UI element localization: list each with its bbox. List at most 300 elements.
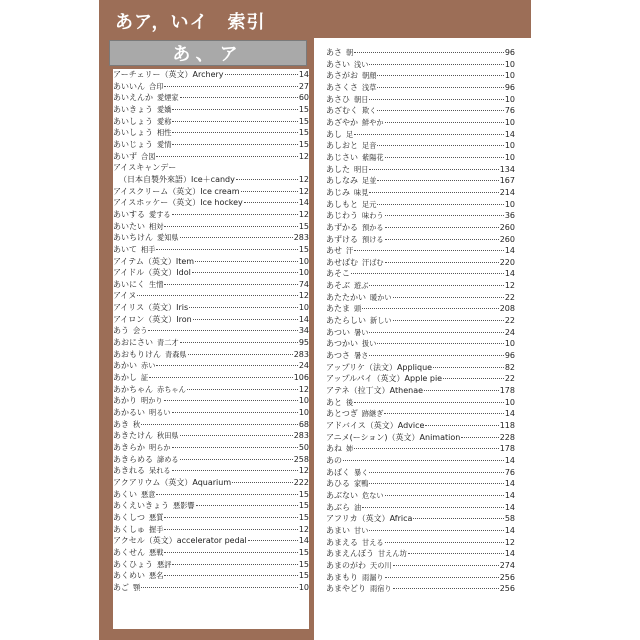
index-entry xyxy=(113,559,309,571)
entry-term: アップルパイ（英文）Apple pie xyxy=(326,374,443,384)
entry-term: あざむく xyxy=(326,106,358,116)
entry-term: あさひ xyxy=(326,94,350,104)
entry-gloss: 新しい xyxy=(370,316,392,326)
index-entry xyxy=(113,430,309,442)
entry-page-number: 14 xyxy=(298,198,309,208)
index-entry xyxy=(113,489,309,501)
entry-page-number: 260 xyxy=(499,234,515,244)
entry-page-number: 76 xyxy=(504,467,515,477)
entry-page-number: 258 xyxy=(293,454,309,464)
entry-page-number: 10 xyxy=(504,152,515,162)
dot-leader xyxy=(156,156,297,157)
entry-term: あまのがわ xyxy=(326,560,366,570)
entry-page-number: 12 xyxy=(298,209,309,219)
entry-page-number: 15 xyxy=(298,221,309,231)
index-entry xyxy=(326,548,515,560)
entry-term: （日本自製外來語）Ice＋candy xyxy=(119,174,235,184)
entry-gloss: 愛知県 xyxy=(157,233,179,243)
entry-page-number: 10 xyxy=(298,396,309,406)
entry-gloss: 愛嬌 xyxy=(157,104,172,114)
entry-term: アップリケ（法文）Applique xyxy=(326,362,433,372)
entry-term: あくせん xyxy=(113,547,145,557)
index-entry xyxy=(113,407,309,419)
entry-page-number: 15 xyxy=(298,244,309,254)
entry-page-number: 24 xyxy=(504,327,515,337)
index-entry xyxy=(326,408,515,420)
index-entry xyxy=(113,325,309,337)
entry-gloss: 明日 xyxy=(354,164,369,174)
dot-leader xyxy=(164,86,297,87)
entry-page-number: 36 xyxy=(504,211,515,221)
entry-gloss: 悪意 xyxy=(141,489,156,499)
entry-term: あせ xyxy=(326,246,342,256)
page-title: あア，いイ 索引 xyxy=(115,12,266,33)
entry-page-number: 10 xyxy=(298,582,309,592)
entry-gloss: 暑い xyxy=(354,327,369,337)
index-entry xyxy=(326,432,515,444)
entry-gloss: 扱い xyxy=(362,339,377,349)
entry-term: あき xyxy=(113,419,129,429)
index-entry xyxy=(113,221,309,233)
entry-term: あしなみ xyxy=(326,176,358,186)
entry-page-number: 15 xyxy=(298,128,309,138)
entry-page-number: 106 xyxy=(293,373,309,383)
entry-term: あくえいきょう xyxy=(113,501,169,511)
index-entry xyxy=(113,314,309,326)
entry-gloss: 相性 xyxy=(157,128,172,138)
entry-page-number: 10 xyxy=(504,339,515,349)
dot-leader xyxy=(172,121,297,122)
entry-page-number: 10 xyxy=(504,59,515,69)
dot-leader xyxy=(385,577,499,578)
entry-page-number: 10 xyxy=(298,408,309,418)
index-entry xyxy=(113,139,309,151)
index-entry xyxy=(113,512,309,524)
index-entry xyxy=(326,443,515,455)
entry-gloss: 汗 xyxy=(346,246,354,256)
entry-gloss: 味見 xyxy=(354,187,369,197)
dot-leader xyxy=(433,367,504,368)
index-entry xyxy=(326,129,515,141)
entry-page-number: 14 xyxy=(504,246,515,256)
entry-page-number: 14 xyxy=(504,409,515,419)
entry-page-number: 228 xyxy=(499,432,515,442)
entry-term: あくしゅ xyxy=(113,524,145,534)
entry-gloss: 預かる xyxy=(362,222,384,232)
dot-leader xyxy=(369,530,503,531)
entry-gloss: 暖かい xyxy=(370,292,392,302)
entry-term: あずける xyxy=(326,234,358,244)
entry-page-number: 12 xyxy=(298,524,309,534)
entry-term: あせばむ xyxy=(326,257,358,267)
index-entry xyxy=(326,525,515,537)
index-entry xyxy=(113,209,309,221)
dot-leader xyxy=(192,272,298,273)
index-entry xyxy=(326,70,515,82)
entry-term: アイスキャンデー xyxy=(113,163,177,173)
entry-page-number: 12 xyxy=(298,466,309,476)
entry-term: あまやどり xyxy=(326,584,366,594)
entry-gloss: 愛する xyxy=(149,209,171,219)
entry-term: あしもと xyxy=(326,199,358,209)
dot-leader xyxy=(164,552,297,553)
dot-leader xyxy=(413,518,503,519)
entry-page-number: 15 xyxy=(298,559,309,569)
entry-term: あまもり xyxy=(326,572,358,582)
entry-page-number: 134 xyxy=(499,164,515,174)
dot-leader xyxy=(393,320,504,321)
entry-term: あご xyxy=(113,582,129,592)
entry-term: あかり xyxy=(113,396,137,406)
dot-leader xyxy=(385,157,504,158)
entry-term: あし xyxy=(326,129,342,139)
entry-term: あくめい xyxy=(113,571,145,581)
entry-term: あじわう xyxy=(326,211,358,221)
entry-page-number: 260 xyxy=(499,222,515,232)
dot-leader xyxy=(232,482,293,483)
index-entry xyxy=(326,257,515,269)
index-entry xyxy=(326,537,515,549)
entry-gloss: 雨漏り xyxy=(362,572,384,582)
index-entry xyxy=(113,395,309,407)
index-entry xyxy=(326,350,515,362)
entry-term: あいいん xyxy=(113,81,145,91)
entry-page-number: 14 xyxy=(298,314,309,324)
dot-leader xyxy=(180,97,298,98)
entry-gloss: 浅い xyxy=(354,59,369,69)
entry-gloss: 悪影響 xyxy=(173,501,195,511)
entry-page-number: 15 xyxy=(298,104,309,114)
index-entry xyxy=(113,104,309,116)
dot-leader xyxy=(180,459,293,460)
entry-term: アイロン（英文）Iron xyxy=(113,314,192,324)
index-entry xyxy=(326,385,515,397)
entry-gloss: 愛情 xyxy=(157,139,172,149)
entry-gloss: 生憎 xyxy=(149,279,164,289)
index-entry xyxy=(326,478,515,490)
entry-page-number: 74 xyxy=(298,279,309,289)
entry-term: アクアリウム（英文）Aquarium xyxy=(113,477,232,487)
entry-gloss: 朝 xyxy=(346,48,354,57)
dot-leader xyxy=(187,389,298,390)
entry-gloss: 足 xyxy=(346,129,354,139)
entry-gloss: 浅草 xyxy=(362,82,377,92)
section-heading: あ、ア xyxy=(172,44,244,65)
entry-gloss: 鮮やか xyxy=(362,117,384,127)
entry-page-number: 82 xyxy=(504,362,515,372)
entry-page-number: 283 xyxy=(293,431,309,441)
entry-page-number: 15 xyxy=(298,139,309,149)
entry-gloss: 相手 xyxy=(141,244,156,254)
entry-gloss: 青二才 xyxy=(157,338,179,348)
entry-term: あまえんぼう xyxy=(326,549,374,559)
entry-term: あまえる xyxy=(326,537,358,547)
index-entry xyxy=(113,547,309,559)
entry-gloss: 秋 xyxy=(133,419,141,429)
entry-gloss: 合印 xyxy=(149,81,164,91)
dot-leader xyxy=(236,179,298,180)
entry-gloss: 雨宿り xyxy=(370,584,392,594)
entry-gloss: 天の川 xyxy=(370,560,392,570)
entry-gloss: 預ける xyxy=(362,234,384,244)
index-entry xyxy=(326,455,515,467)
index-entry xyxy=(326,280,515,292)
entry-page-number: 15 xyxy=(298,489,309,499)
entry-term: あいしょう xyxy=(113,116,153,126)
entry-page-number: 12 xyxy=(504,281,515,291)
index-entry xyxy=(113,92,309,104)
dot-leader xyxy=(443,378,504,379)
entry-page-number: 10 xyxy=(298,268,309,278)
entry-gloss: 顎 xyxy=(133,582,141,592)
index-entry xyxy=(326,513,515,525)
dot-leader xyxy=(156,365,297,366)
index-entry xyxy=(326,373,515,385)
dot-leader xyxy=(180,342,298,343)
index-entry xyxy=(326,572,515,584)
entry-term: あした xyxy=(326,164,350,174)
dot-leader xyxy=(180,237,293,238)
entry-page-number: 15 xyxy=(298,501,309,511)
dot-leader xyxy=(385,227,499,228)
dot-leader xyxy=(354,134,504,135)
index-entry xyxy=(326,560,515,572)
dot-leader xyxy=(385,495,504,496)
index-column-left xyxy=(113,69,309,629)
entry-page-number: 60 xyxy=(298,93,309,103)
entry-term: あね xyxy=(326,444,342,454)
entry-gloss: 悪質 xyxy=(149,512,164,522)
entry-page-number: 10 xyxy=(298,303,309,313)
dot-leader xyxy=(354,52,504,53)
index-entry xyxy=(326,327,515,339)
entry-page-number: 256 xyxy=(499,572,515,582)
entry-gloss: 危ない xyxy=(362,490,384,500)
dot-leader xyxy=(248,540,298,541)
index-entry xyxy=(326,245,515,257)
entry-term: あずかる xyxy=(326,222,358,232)
entry-page-number: 10 xyxy=(504,199,515,209)
entry-term: あくひょう xyxy=(113,559,153,569)
entry-gloss: 相対 xyxy=(149,221,164,231)
dot-leader xyxy=(164,575,297,576)
entry-term: あしおと xyxy=(326,141,358,151)
index-entry xyxy=(326,420,515,432)
index-entry xyxy=(113,442,309,454)
entry-gloss: 悪戦 xyxy=(149,547,164,557)
index-entry xyxy=(326,59,515,71)
dot-leader xyxy=(351,273,504,274)
entry-page-number: 15 xyxy=(298,547,309,557)
index-entry xyxy=(326,187,515,199)
entry-term: あそぶ xyxy=(326,281,350,291)
index-entry xyxy=(326,362,515,374)
header-band xyxy=(99,0,531,38)
dot-leader xyxy=(424,390,499,391)
entry-term: あじみ xyxy=(326,187,350,197)
index-entry xyxy=(326,105,515,117)
dot-leader xyxy=(343,460,504,461)
entry-gloss: 姉 xyxy=(346,444,354,454)
index-entry xyxy=(326,303,515,315)
dot-leader xyxy=(188,354,293,355)
dot-leader xyxy=(141,587,298,588)
dot-leader xyxy=(354,250,504,251)
index-entry xyxy=(326,315,515,327)
index-entry xyxy=(326,292,515,304)
entry-gloss: 諦める xyxy=(157,454,179,464)
entry-page-number: 34 xyxy=(298,326,309,336)
entry-term: あたたかい xyxy=(326,292,366,302)
entry-term: あきらめる xyxy=(113,454,153,464)
index-entry xyxy=(326,199,515,211)
entry-page-number: 15 xyxy=(298,116,309,126)
entry-gloss: 油 xyxy=(354,502,362,512)
entry-term: あきらか xyxy=(113,443,145,452)
entry-page-number: 14 xyxy=(298,70,309,79)
entry-term: あつかい xyxy=(326,339,358,349)
entry-gloss: 赤い xyxy=(141,361,156,371)
dot-leader xyxy=(189,307,298,308)
entry-term: あじさい xyxy=(326,152,358,162)
dot-leader xyxy=(385,122,504,123)
dot-leader xyxy=(377,343,503,344)
index-entry xyxy=(326,338,515,350)
dot-leader xyxy=(369,64,503,65)
index-entry xyxy=(113,151,309,163)
entry-gloss: 暴く xyxy=(354,467,369,477)
dot-leader xyxy=(148,330,297,331)
entry-page-number: 22 xyxy=(504,316,515,326)
entry-page-number: 10 xyxy=(504,71,515,81)
index-entry xyxy=(326,94,515,106)
dot-leader xyxy=(137,295,298,296)
entry-gloss: 青森県 xyxy=(165,349,187,359)
entry-page-number: 12 xyxy=(298,151,309,161)
entry-term: アフリカ（英文）Africa xyxy=(326,514,413,524)
entry-term: あいしょう xyxy=(113,128,153,138)
entry-term: あたま xyxy=(326,304,350,314)
dot-leader xyxy=(196,505,298,506)
dot-leader xyxy=(156,249,297,250)
entry-page-number: 222 xyxy=(293,477,309,487)
entry-page-number: 12 xyxy=(504,537,515,547)
entry-page-number: 96 xyxy=(504,351,515,361)
entry-gloss: 足音 xyxy=(362,141,377,151)
dot-leader xyxy=(369,99,503,100)
index-entry xyxy=(113,372,309,384)
entry-gloss: 呆れる xyxy=(149,466,171,476)
index-entry xyxy=(113,337,309,349)
dot-leader xyxy=(385,542,504,543)
index-entry xyxy=(113,256,309,268)
index-entry xyxy=(326,490,515,502)
dot-leader xyxy=(180,435,293,436)
entry-page-number: 178 xyxy=(499,444,515,454)
entry-page-number: 283 xyxy=(293,233,309,243)
dot-leader xyxy=(193,319,298,320)
dot-leader xyxy=(377,204,503,205)
entry-term: あきたけん xyxy=(113,431,153,441)
entry-page-number: 256 xyxy=(499,584,515,594)
dot-leader xyxy=(225,74,298,75)
entry-page-number: 58 xyxy=(504,514,515,524)
entry-page-number: 96 xyxy=(504,48,515,57)
entry-page-number: 283 xyxy=(293,349,309,359)
entry-term: あいにく xyxy=(113,279,145,289)
dot-leader xyxy=(425,425,498,426)
dot-leader xyxy=(172,447,298,448)
entry-gloss: 足並 xyxy=(362,176,377,186)
entry-gloss: 家鴨 xyxy=(354,479,369,489)
entry-page-number: 12 xyxy=(298,384,309,394)
entry-term: あかい xyxy=(113,361,137,371)
entry-term: あきれる xyxy=(113,466,145,476)
entry-gloss: 後 xyxy=(346,397,354,407)
entry-page-number: 14 xyxy=(298,536,309,546)
index-entry xyxy=(113,384,309,396)
entry-page-number: 14 xyxy=(504,549,515,559)
dot-leader xyxy=(377,145,503,146)
dot-leader xyxy=(172,412,298,413)
index-entry xyxy=(113,174,309,186)
index-entry xyxy=(326,117,515,129)
entry-gloss: 愛称 xyxy=(157,116,172,126)
entry-term: あまい xyxy=(326,525,350,535)
dot-leader xyxy=(172,214,298,215)
dot-leader xyxy=(164,226,297,227)
entry-gloss: 甘えん坊 xyxy=(378,549,407,559)
entry-term: あぶない xyxy=(326,490,358,500)
entry-term: あかちゃん xyxy=(113,384,153,394)
entry-page-number: 22 xyxy=(504,374,515,384)
entry-term: あおにさい xyxy=(113,338,153,348)
entry-term: あいちけん xyxy=(113,233,153,243)
dot-leader xyxy=(377,75,503,76)
entry-gloss: 足元 xyxy=(362,199,377,209)
entry-term: あさい xyxy=(326,59,350,69)
entry-gloss: 証 xyxy=(141,373,149,383)
entry-page-number: 10 xyxy=(504,94,515,104)
index-entry xyxy=(326,152,515,164)
entry-page-number: 14 xyxy=(504,525,515,535)
dot-leader xyxy=(393,588,499,589)
index-entry xyxy=(113,570,309,582)
entry-gloss: 跡継ぎ xyxy=(361,409,384,419)
dot-leader xyxy=(164,400,298,401)
dot-leader xyxy=(164,529,297,530)
index-entry xyxy=(113,500,309,512)
section-heading-box xyxy=(109,40,307,66)
dot-leader xyxy=(244,202,298,203)
entry-page-number: 274 xyxy=(499,560,515,570)
entry-term: あいたい xyxy=(113,221,145,231)
entry-gloss: 握手 xyxy=(149,524,164,534)
dot-leader xyxy=(164,517,297,518)
entry-term: あざやか xyxy=(326,117,358,127)
entry-term: アーチェリー（英文）Archery xyxy=(113,70,224,79)
entry-term: あぶら xyxy=(326,502,350,512)
dot-leader xyxy=(241,191,298,192)
dot-leader xyxy=(385,262,499,263)
index-entry xyxy=(113,186,309,198)
entry-page-number: 12 xyxy=(298,291,309,301)
index-entry xyxy=(113,69,309,81)
entry-term: あひる xyxy=(326,479,350,489)
dot-leader xyxy=(141,424,298,425)
dot-leader xyxy=(408,553,504,554)
entry-term: アニメ(ーション)（英文）Animation xyxy=(326,432,461,442)
